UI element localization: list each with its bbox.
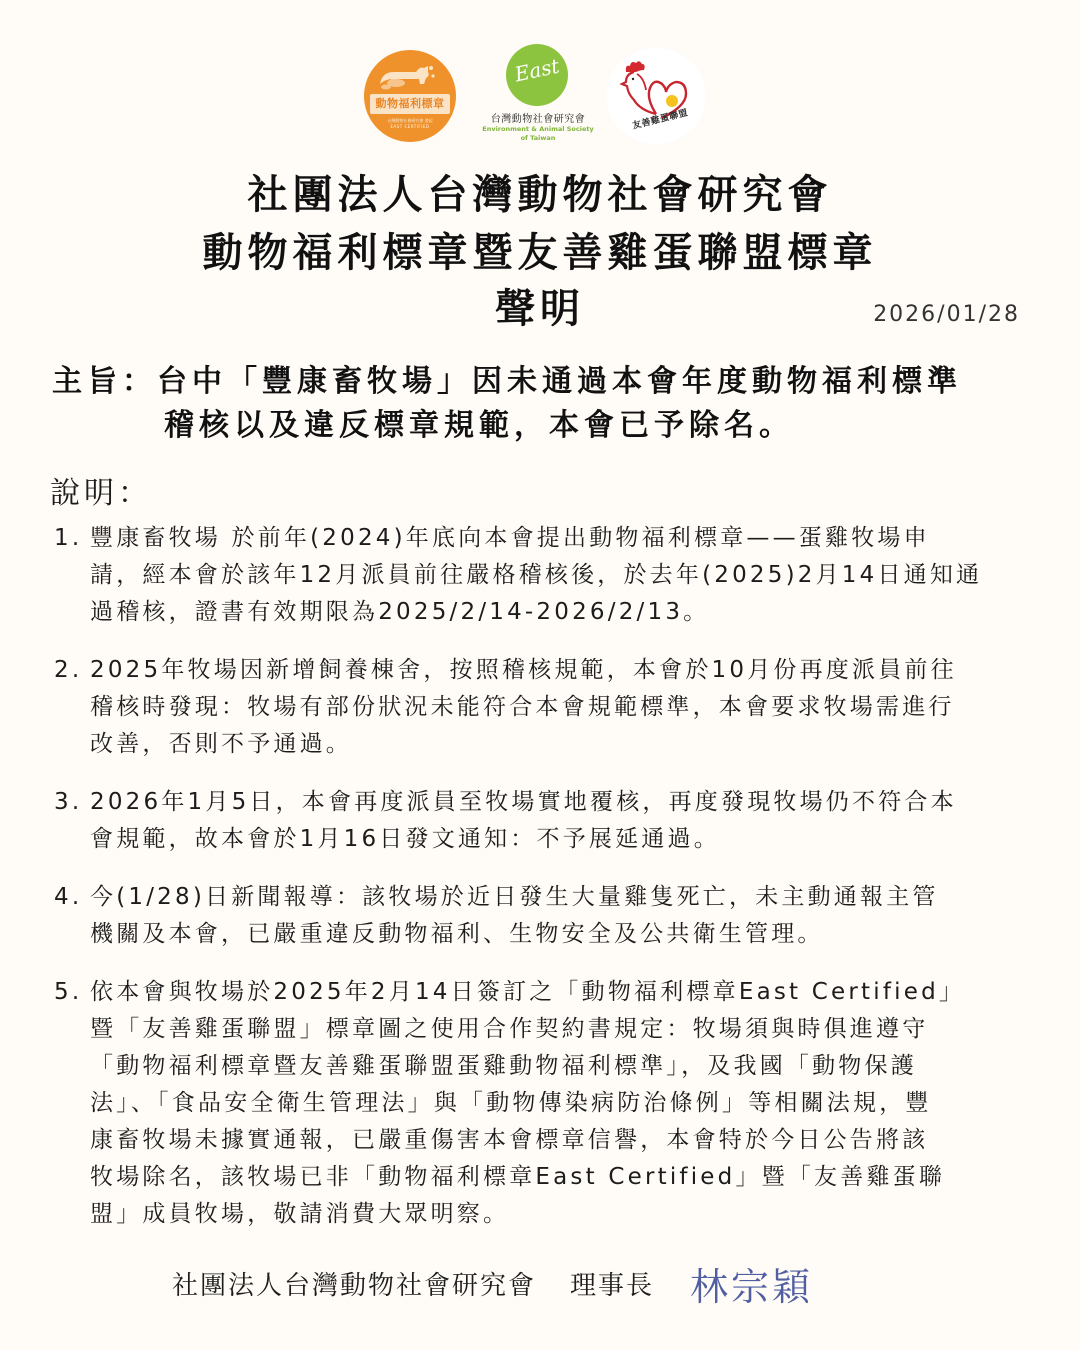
farm-animals-icon	[376, 62, 436, 90]
explanation-item-2	[54, 652, 1034, 763]
subject-line-1: 主旨：台中「豐康畜牧場」因未通過本會年度動物福利標準	[52, 364, 962, 399]
statement-title: 聲明	[495, 285, 585, 332]
subject-section	[52, 360, 1042, 448]
item-text-line: 康畜牧場未據實通報，已嚴重傷害本會標章信譽，本會特於今日公告將該	[90, 1127, 929, 1153]
east-society-logo	[476, 44, 600, 149]
explanation-item-4	[54, 879, 1034, 953]
welfare-logo-subtitle-cn: 台灣動物社會研究會 發起	[387, 118, 433, 123]
item-text-line: 暨「友善雞蛋聯盟」標章圖之使用合作契約書規定：牧場須與時俱進遵守	[90, 1016, 929, 1042]
logo-row	[0, 44, 1080, 154]
item-text-line: 2026年1月5日，本會再度派員至牧場實地覆核，再度發現牧場仍不符合本	[90, 789, 957, 815]
item-text-line: 機關及本會，已嚴重違反動物福利、生物安全及公共衛生管理。	[90, 921, 824, 947]
explanation-list	[54, 520, 1034, 1233]
item-text-line: 法」、「食品安全衛生管理法」與「動物傳染病防治條例」等相關法規，豐	[90, 1090, 932, 1116]
explanation-item-5	[54, 974, 1034, 1233]
item-text-line: 豐康畜牧場 於前年(2024)年底向本會提出動物福利標章——蛋雞牧場申	[90, 525, 930, 551]
item-number: 5.	[54, 979, 83, 1005]
east-green-circle	[506, 44, 568, 106]
east-script-text: East	[512, 53, 562, 87]
east-logo-name-cn: 台灣動物社會研究會	[490, 114, 586, 125]
item-text-line: 會規範，故本會於1月16日發文通知：不予展延通過。	[90, 826, 720, 852]
explanation-item-1	[54, 520, 1034, 631]
welfare-logo-subtitle-en: EAST CERTIFIED	[390, 124, 430, 129]
organization-title: 社團法人台灣動物社會研究會	[247, 171, 833, 218]
hen-heart-egg-icon	[606, 48, 706, 144]
east-logo-name-en-1: Environment & Animal Society	[482, 125, 594, 133]
signature-title: 理事長	[570, 1270, 655, 1301]
explanation-heading: 說明：	[50, 476, 152, 511]
item-number: 3.	[54, 789, 83, 815]
item-number: 4.	[54, 884, 83, 910]
item-text-line: 過稽核，證書有效期限為2025/2/14-2026/2/13。	[90, 599, 710, 625]
animal-welfare-label-logo	[364, 50, 456, 142]
handwritten-signature: 林宗穎	[690, 1264, 814, 1309]
signature-block	[172, 1258, 813, 1308]
egg-alliance-logo-label: 友善雞蛋聯盟	[631, 108, 690, 132]
label-title: 動物福利標章暨友善雞蛋聯盟標章	[202, 229, 878, 276]
item-text-line: 2025年牧場因新增飼養棟舍，按照稽核規範，本會於10月份再度派員前往	[90, 657, 957, 683]
item-text-line: 請，經本會於該年12月派員前往嚴格稽核後，於去年(2025)2月14日通知通	[90, 562, 983, 588]
subject-line-2: 稽核以及違反標章規範，本會已予除名。	[164, 408, 794, 443]
welfare-logo-label: 動物福利標章	[370, 94, 450, 114]
item-number: 2.	[54, 657, 83, 683]
signature-organization: 社團法人台灣動物社會研究會	[172, 1270, 537, 1301]
east-logo-name-en-2: of Taiwan	[520, 134, 556, 142]
item-text-line: 稽核時發現：牧場有部份狀況未能符合本會規範標準，本會要求牧場需進行	[90, 694, 955, 720]
explanation-item-3	[54, 784, 1034, 858]
item-text-line: 「動物福利標章暨友善雞蛋聯盟蛋雞動物福利標準」，及我國「動物保護	[90, 1053, 917, 1079]
item-text-line: 今(1/28)日新聞報導：該牧場於近日發生大量雞隻死亡，未主動通報主管	[90, 884, 939, 910]
item-number: 1.	[54, 525, 83, 551]
item-text-line: 牧場除名，該牧場已非「動物福利標章East Certified」暨「友善雞蛋聯	[90, 1164, 946, 1190]
item-text-line: 盟」成員牧場，敬請消費大眾明察。	[90, 1201, 510, 1227]
statement-date: 2026/01/28	[873, 302, 1020, 327]
friendly-egg-alliance-logo	[606, 48, 706, 144]
item-text-line: 依本會與牧場於2025年2月14日簽訂之「動物福利標章East Certified」	[90, 979, 966, 1005]
item-text-line: 改善，否則不予通過。	[90, 731, 352, 757]
